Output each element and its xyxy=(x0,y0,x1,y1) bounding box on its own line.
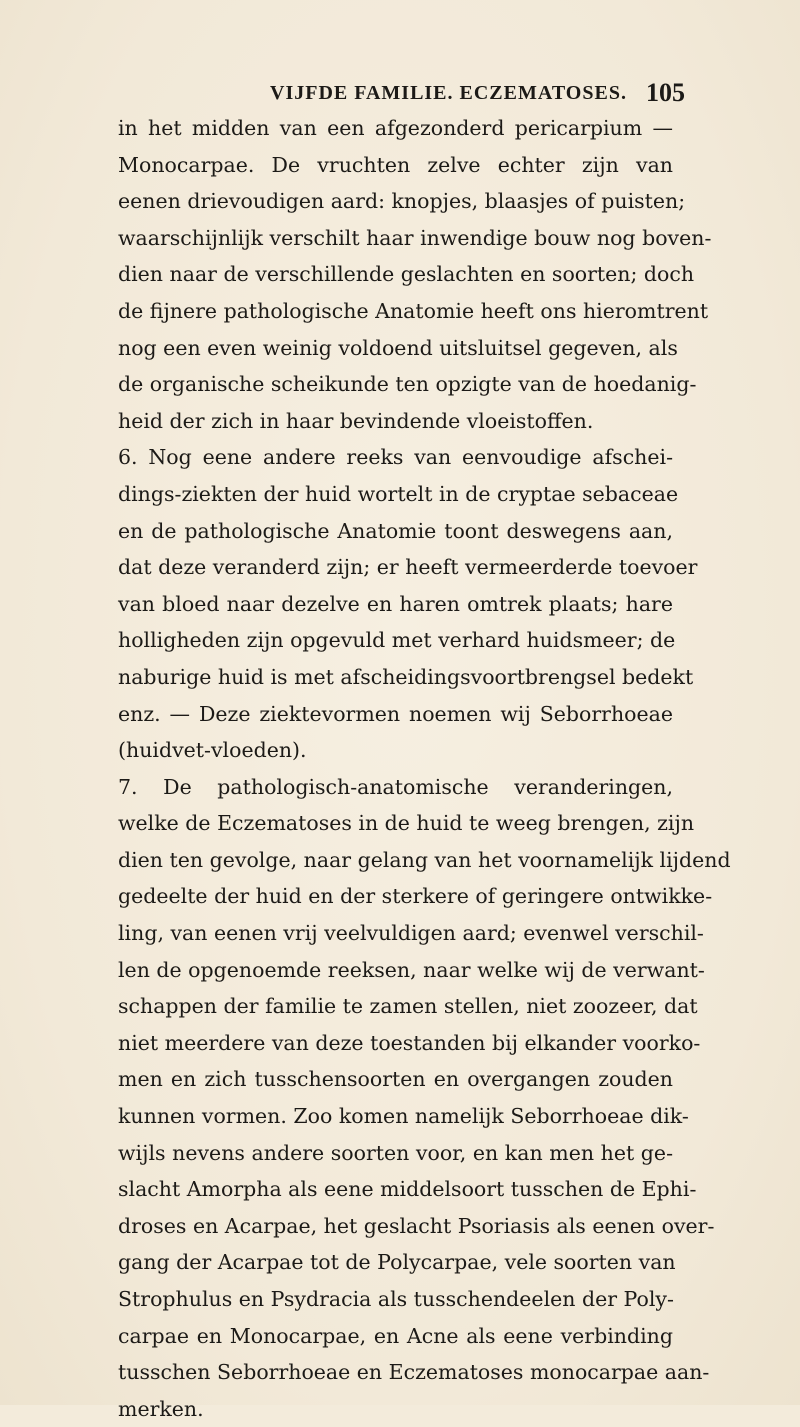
body-text xyxy=(118,110,731,1427)
text-line: welke de Eczematoses in de huid te weeg brengen, zijn xyxy=(118,811,695,836)
text-line: dien naar de verschillende geslachten en soorten; doch xyxy=(118,262,695,287)
text-line: schappen der familie te zamen stellen, niet zoozeer, dat xyxy=(118,994,698,1019)
text-line: holligheden zijn opgevuld met verhard huidsmeer; de xyxy=(118,628,676,653)
text-line: carpae en Monocarpae, en Acne als eene verbinding xyxy=(118,1323,673,1348)
text-line: en de pathologische Anatomie toont deswegens aan, xyxy=(118,518,673,543)
running-head xyxy=(270,78,685,112)
text-line: slacht Amorpha als eene middelsoort tusschen de Ephi- xyxy=(118,1177,697,1202)
text-line: merken. xyxy=(118,1396,204,1421)
text-line: dings-ziekten der huid wortelt in de cryptae sebaceae xyxy=(118,481,679,506)
text-line: gedeelte der huid en der sterkere of geringere ontwikke- xyxy=(118,884,713,909)
text-line: ling, van eenen vrij veelvuldigen aard; evenwel verschil- xyxy=(118,921,704,946)
text-line: 7. De pathologisch-anatomische veranderingen, xyxy=(118,774,673,799)
running-title: VIJFDE FAMILIE. ECZEMATOSES. xyxy=(270,82,627,104)
text-line: men en zich tusschensoorten en overgangen zouden xyxy=(118,1067,673,1092)
text-line: 6. Nog eene andere reeks van eenvoudige afschei- xyxy=(118,445,673,470)
text-line: gang der Acarpae tot de Polycarpae, vele soorten van xyxy=(118,1250,676,1275)
text-line: naburige huid is met afscheidingsvoortbrengsel bedekt xyxy=(118,664,694,689)
text-line: waarschijnlijk verschilt haar inwendige bouw nog boven- xyxy=(118,225,712,250)
text-line: niet meerdere van deze toestanden bij elkander voorko- xyxy=(118,1030,701,1055)
text-line: heid der zich in haar bevindende vloeistoffen. xyxy=(118,408,594,433)
text-line: dat deze veranderd zijn; er heeft vermeerderde toevoer xyxy=(118,555,698,580)
text-line: tusschen Seborrhoeae en Eczematoses monocarpae aan- xyxy=(118,1360,710,1385)
text-line: len de opgenoemde reeksen, naar welke wij de verwant- xyxy=(118,957,705,982)
text-line: de organische scheikunde ten opzigte van de hoedanig- xyxy=(118,372,697,397)
text-line: dien ten gevolge, naar gelang van het voornamelijk lijdend xyxy=(118,847,731,872)
text-line: wijls nevens andere soorten voor, en kan men het ge- xyxy=(118,1140,673,1165)
text-line: in het midden van een afgezonderd pericarpium — xyxy=(118,116,673,140)
text-line: Monocarpae. De vruchten zelve echter zijn van xyxy=(118,152,673,177)
text-line: (huidvet-vloeden). xyxy=(118,738,307,763)
text-line: kunnen vormen. Zoo komen namelijk Seborrhoeae dik- xyxy=(118,1104,689,1129)
page-number: 105 xyxy=(646,78,685,107)
text-line: nog een even weinig voldoend uitsluitsel gegeven, als xyxy=(118,335,678,360)
text-line: Strophulus en Psydracia als tusschendeelen der Poly- xyxy=(118,1287,674,1311)
text-line: eenen drievoudigen aard: knopjes, blaasjes of puisten; xyxy=(118,189,686,214)
text-line: enz. — Deze ziektevormen noemen wij Seborrhoeae xyxy=(118,701,673,726)
text-line: de fijnere pathologische Anatomie heeft ons hieromtrent xyxy=(118,298,709,323)
text-line: van bloed naar dezelve en haren omtrek plaats; hare xyxy=(118,591,673,616)
text-line: droses en Acarpae, het geslacht Psoriasis als eenen over- xyxy=(118,1213,715,1238)
